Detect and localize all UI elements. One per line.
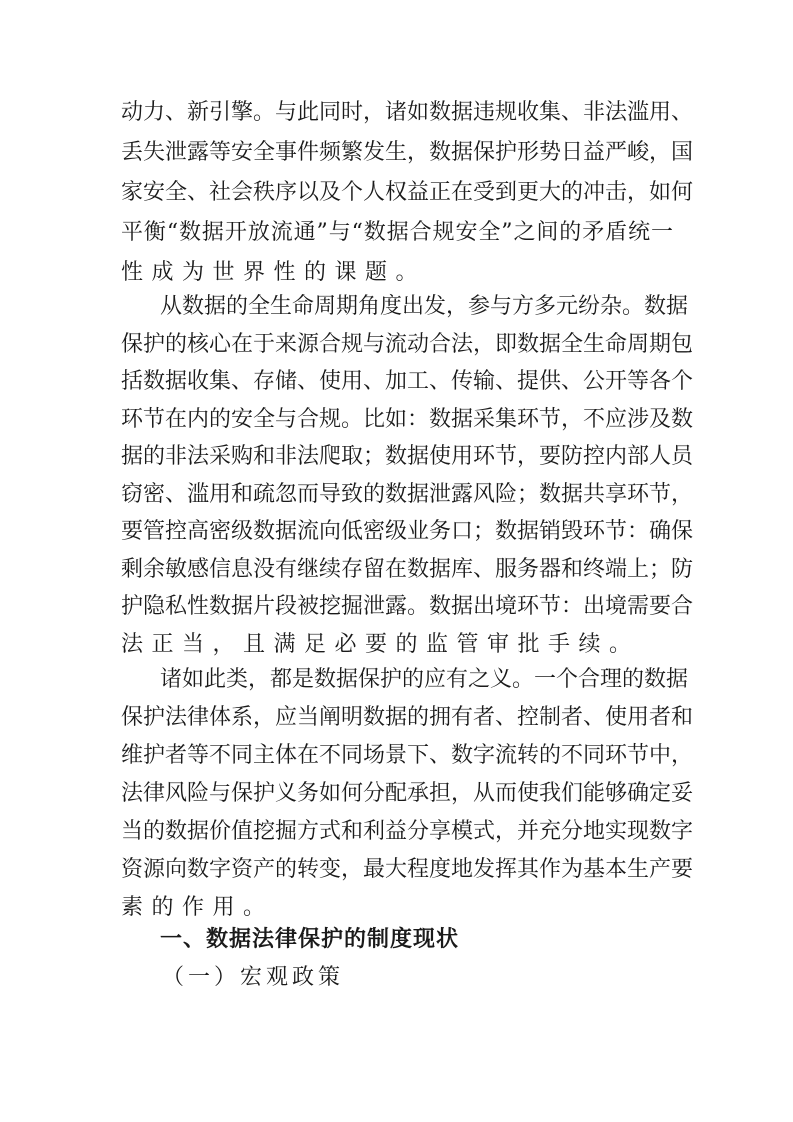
text-line: 动力、新引擎。与此同时，诸如数据违规收集、非法滥用、 — [121, 100, 694, 125]
text-line: 性成为世界性的课题。 — [121, 260, 427, 285]
paragraph-3 — [121, 661, 694, 927]
paragraph-1 — [121, 93, 694, 293]
subsection-heading: （一）宏观政策 — [162, 965, 345, 990]
text-line: 当的数据价值挖掘方式和利益分享模式，并充分地实现数字 — [121, 819, 694, 844]
paragraph-2 — [121, 288, 694, 663]
text-line: 要管控高密级数据流向低密级业务口；数据销毁环节：确保 — [121, 519, 694, 544]
text-line: 窃密、滥用和疏忽而导致的数据泄露风险；数据共享环节， — [121, 481, 694, 507]
text-line: 环节在内的安全与合规。比如：数据采集环节，不应涉及数 — [121, 406, 694, 432]
text-line: 家安全、社会秩序以及个人权益正在受到更大的冲击，如何 — [121, 180, 694, 205]
text-line: 从数据的全生命周期角度出发，参与方多元纷杂。数据 — [160, 294, 689, 319]
text-line: 据的非法采购和非法爬取；数据使用环节，要防控内部人员 — [121, 444, 694, 469]
text-line: 平衡“数据开放流通”与“数据合规安全”之间的矛盾统一 — [121, 220, 673, 245]
text-line: 法正当，且满足必要的监管审批手续。 — [121, 631, 640, 657]
text-line: 保护法律体系，应当阐明数据的拥有者、控制者、使用者和 — [121, 705, 694, 730]
text-line: 括数据收集、存储、使用、加工、传输、提供、公开等各个 — [121, 369, 694, 394]
text-line: 素的作用。 — [121, 895, 274, 920]
text-line: 诸如此类，都是数据保护的应有之义。一个合理的数据 — [160, 667, 689, 692]
text-line: 保护的核心在于来源合规与流动合法，即数据全生命周期包 — [121, 331, 694, 357]
section-heading: 一、数据法律保护的制度现状 — [160, 927, 460, 952]
text-line: 丢失泄露等安全事件频繁发生，数据保护形势日益严峻，国 — [121, 140, 694, 165]
text-line: 剩余敏感信息没有继续存留在数据库、服务器和终端上；防 — [121, 556, 694, 582]
text-line: 维护者等不同主体在不同场景下、数字流转的不同环节中， — [121, 743, 694, 768]
text-line: 法律风险与保护义务如何分配承担，从而使我们能够确定妥 — [121, 781, 694, 806]
text-line: 资源向数字资产的转变，最大程度地发挥其作为基本生产要 — [121, 857, 694, 882]
text-line: 护隐私性数据片段被挖掘泄露。数据出境环节：出境需要合 — [121, 594, 694, 619]
